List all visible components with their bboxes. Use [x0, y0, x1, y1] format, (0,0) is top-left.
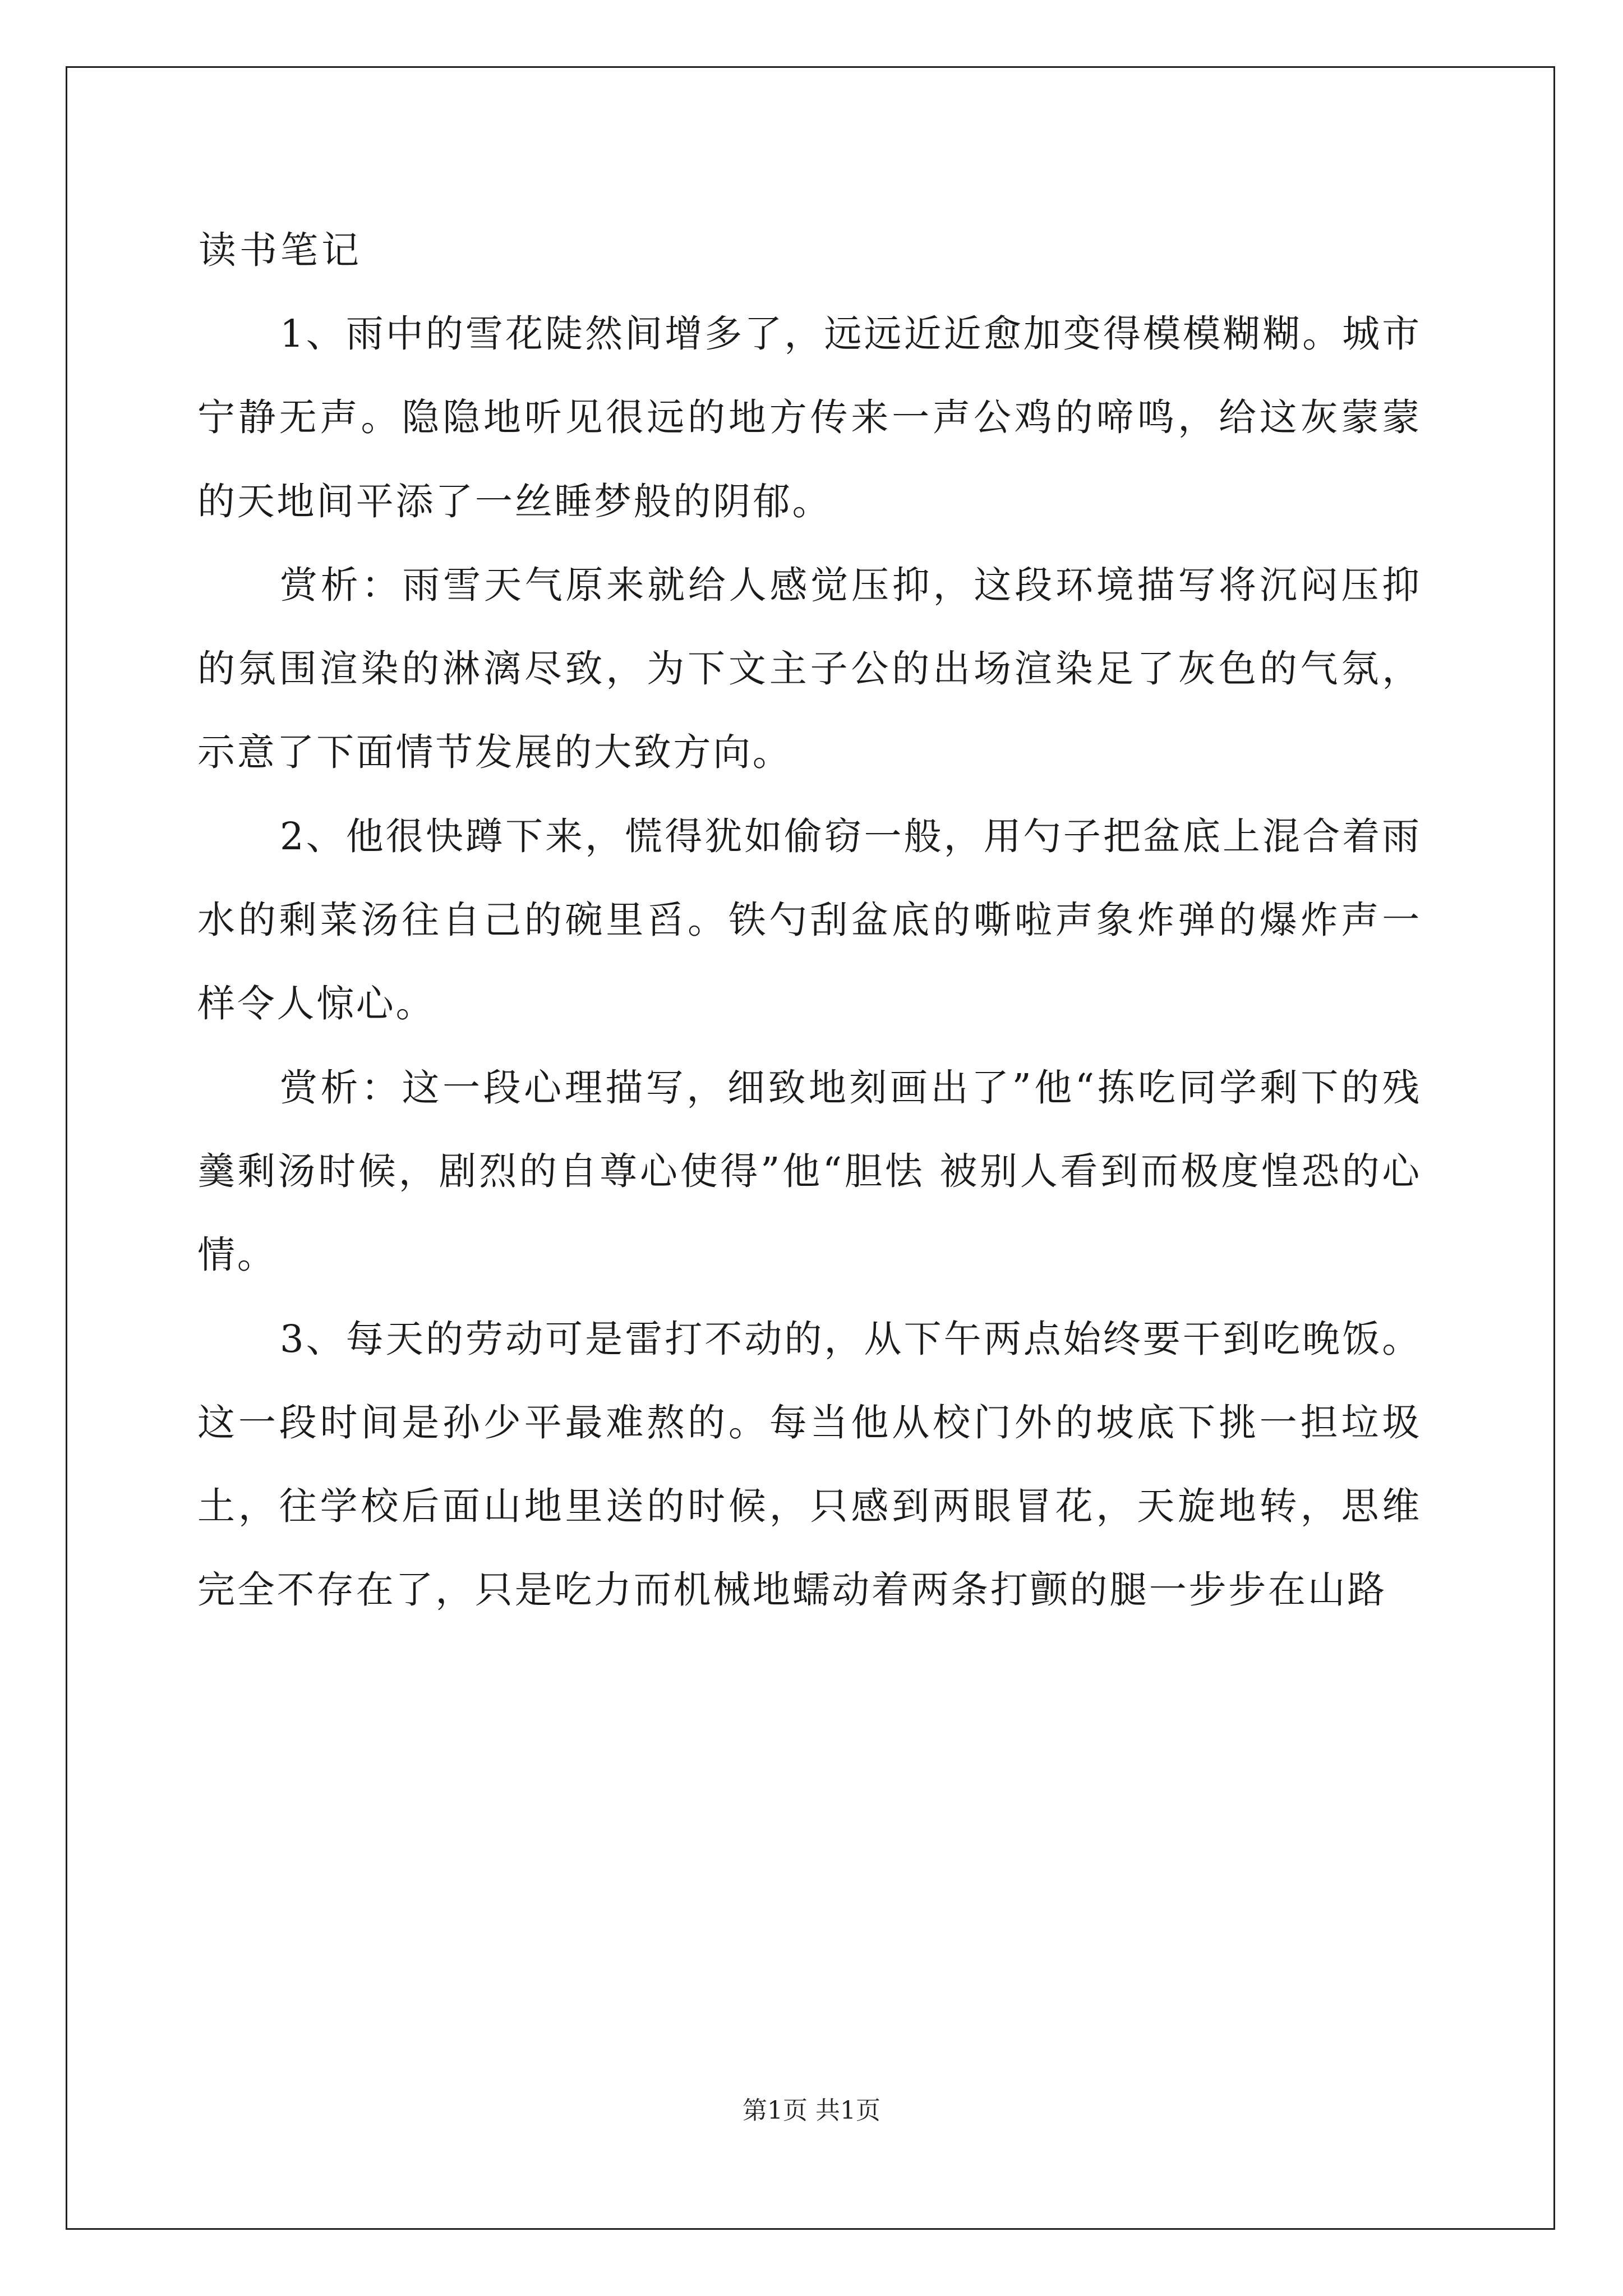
paragraph-4: 赏析：这一段心理描写，细致地刻画出了”他“拣吃同学剩下的残羹剩汤时候，剧烈的自尊心使得”他“胆怯 被别人看到而极度惶恐的心情。: [197, 1065, 1422, 1277]
paragraph-2: 赏析：雨雪天气原来就给人感觉压抑，这段环境描写将沉闷压抑的氛围渲染的淋漓尽致，为下文主子公的出场渲染足了灰色的气氛，示意了下面情节发展的大致方向。: [197, 563, 1422, 775]
paragraph-3: 2、他很快蹲下来，慌得犹如偷窃一般，用勺子把盆底上混合着雨水的剩菜汤往自己的碗里舀。铁勺刮盆底的嘶啦声象炸弹的爆炸声一样令人惊心。: [197, 814, 1422, 1026]
paragraph-1: 1、雨中的雪花陡然间增多了，远远近近愈加变得模模糊糊。城市宁静无声。隐隐地听见很远的地方传来一声公鸡的啼鸣，给这灰蒙蒙的天地间平添了一丝睡梦般的阴郁。: [197, 312, 1422, 523]
paragraph-5: 3、每天的劳动可是雷打不动的，从下午两点始终要干到吃晚饭。这一段时间是孙少平最难熬的。每当他从校门外的坡底下挑一担垃圾土，往学校后面山地里送的时候，只感到两眼冒花，天旋地转，思维完全不存在了，只是吃力而机械地蠕动着两条打颤的腿一步步在山路: [197, 1317, 1422, 1612]
document-title: 读书笔记: [199, 228, 362, 272]
document-body: [199, 209, 1422, 1632]
page-number-footer: 第1页 共1页: [743, 2096, 880, 2125]
